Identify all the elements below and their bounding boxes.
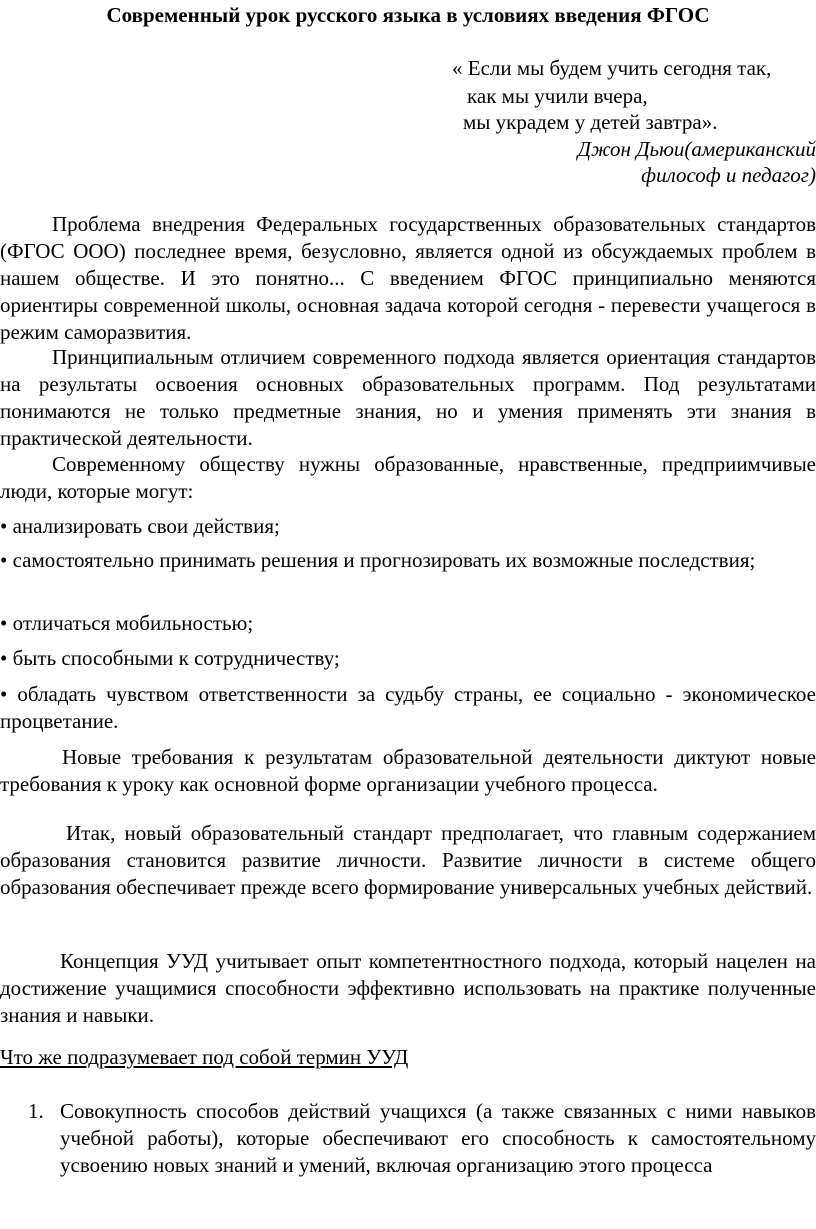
list-item-number: 1. <box>28 1099 44 1123</box>
bullet-item-1: • анализировать свои действия; <box>0 514 280 538</box>
paragraph-4: Новые требования к результатам образовательной деятельности диктуют новые требования к уроку как основной форме организации учебного процесса. <box>0 745 816 796</box>
section-heading: Что же подразумевает под собой термин УУД <box>0 1045 409 1069</box>
document-title: Современный урок русского языка в условиях введения ФГОС <box>106 3 710 27</box>
bullet-item-4: • быть способными к сотрудничеству; <box>0 646 340 670</box>
bullet-item-2: • самостоятельно принимать решения и прогнозировать их возможные последствия; <box>0 548 756 572</box>
epigraph-line-1: « Если мы будем учить сегодня так, <box>452 56 772 80</box>
epigraph-line-2: как мы учили вчера, <box>467 84 648 108</box>
list-item-text: Совокупность способов действий учащихся (а также связанных с ними навыков учебной работы), которые обеспечивают его способность к самостоятельному усвоению новых знаний и умений, включая организацию этого процесса <box>60 1099 816 1177</box>
bullet-item-5: • обладать чувством ответственности за судьбу страны, ее социально - экономическое процветание. <box>0 682 816 733</box>
paragraph-6: Концепция УУД учитывает опыт компетентностного подхода, который нацелен на достижение учащимися способности эффективно использовать на практике полученные знания и навыки. <box>0 949 816 1027</box>
paragraph-1: Проблема внедрения Федеральных государственных образовательных стандартов (ФГОС ООО) последнее время, безусловно, является одной из обсуждаемых проблем в нашем обществе. И это понятно... С введением ФГОС принципиально меняются ориентиры современной школы, основная задача которой сегодня - перевести учащегося в режим саморазвития. <box>0 212 816 344</box>
paragraph-2: Принципиальным отличием современного подхода является ориентация стандартов на результаты освоения основных образовательных программ. Под результатами понимаются не только предметные знания, но и умения применять эти знания в практической деятельности. <box>0 345 816 450</box>
epigraph-author-line-1: Джон Дьюи(американский <box>577 137 816 161</box>
epigraph-line-3: мы украдем у детей завтра». <box>463 110 718 134</box>
epigraph-author-line-2: философ и педагог) <box>641 163 816 187</box>
paragraph-5: Итак, новый образовательный стандарт предполагает, что главным содержанием образования становится развитие личности. Развитие личности в системе общего образования обеспечивает прежде всего формирование универсальных учебных действий. <box>0 821 816 899</box>
bullet-item-3: • отличаться мобильностью; <box>0 611 254 635</box>
paragraph-3: Современному обществу нужны образованные, нравственные, предприимчивые люди, которые могут: <box>0 452 816 503</box>
